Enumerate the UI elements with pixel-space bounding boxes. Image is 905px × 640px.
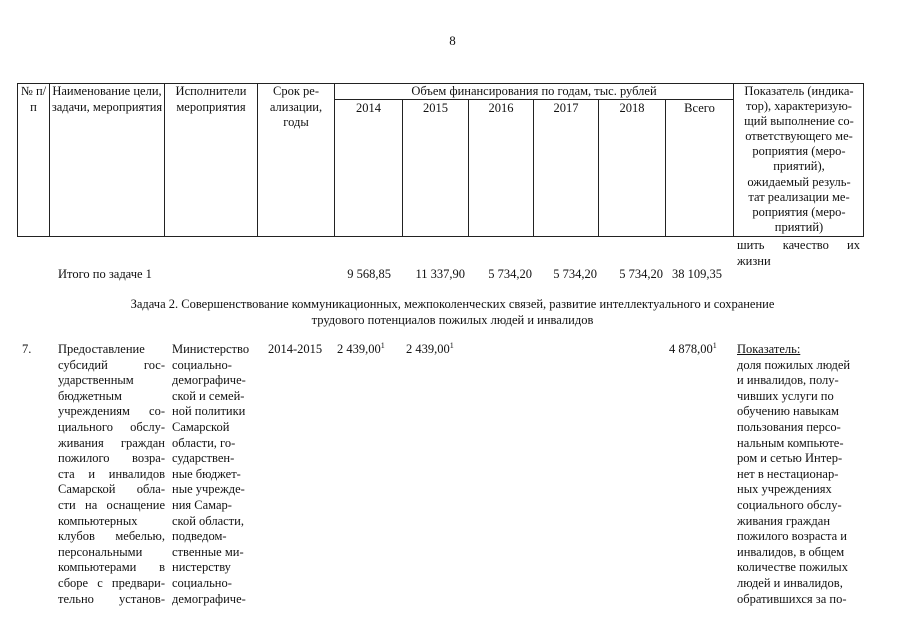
row7-executor-line: Самарской [172,419,230,434]
header-num: № п/п [20,84,47,114]
row7-executor-line: социально- [172,357,232,372]
col-divider [533,99,534,237]
row7-indicator-line: доля пожилых людей [737,357,851,372]
row7-name-line: пожилого возра- [58,451,165,466]
row7-executor-line: подведом- [172,529,227,544]
row7-indicator-line: обратившихся за по- [737,591,847,606]
total-label: Итого по задаче 1 [58,267,152,281]
row7-indicator-line: социального обслу- [737,497,842,512]
header-year-2014: 2014 [356,101,381,115]
row7-name-line: тельно установ- [58,591,165,606]
row7-indicator-line: пожилого возраста и [737,529,847,544]
row7-value-total-text: 4 878,00 [669,342,713,356]
row7-executor-line: ния Самар- [172,497,232,512]
row7-executor-line: области, го- [172,435,236,450]
row7-executor-line: ской и семей- [172,388,245,403]
task2-heading-line1: Задача 2. Совершенствование коммуникационных, межпоколенческих связей, развитие интеллектуального и сохранение [130,297,775,311]
total-2018: 5 734,20 [619,267,663,281]
row7-executor-line: Министерство [172,342,250,356]
row7-value-2015-text: 2 439,00 [406,342,450,356]
row7-name-line: сти на оснащение [58,497,165,512]
row7-executor-line: ственные ми- [172,544,244,559]
row7-indicator-line: количестве пожилых [737,560,848,575]
row7-executor-line: сударствен- [172,451,235,466]
table-border-bottom [17,236,864,237]
page-number: 8 [449,33,456,48]
task2-heading-line2: трудового потенциалов пожилых людей и инвалидов [311,313,594,327]
row7-executor-line: ской области, [172,513,244,528]
row7-value-2015 [406,342,454,358]
col-divider [257,83,258,237]
row7-name-line: ударственным [58,373,134,388]
row7-name-line: бюджетным [58,388,122,403]
row7-name-line: циального обслу- [58,419,165,434]
row7-indicator-line: ных учреждениях [737,482,832,497]
row7-name-line: учреждениям со- [58,404,165,419]
row7-indicator-line: нет в нестационар- [737,466,839,481]
table-border-right [863,83,864,237]
header-year-total: Всего [684,101,715,115]
row7-name-line: компьютерных [58,513,138,528]
row7-value-total [669,342,717,358]
row7-executor-line: социально- [172,575,232,590]
row7-indicator-line: обучению навыкам [737,404,839,419]
col-divider [164,83,165,237]
header-name: Наименование цели, задачи, мероприятия [51,84,163,114]
col-divider [733,83,734,237]
row7-indicator-line: пользования персо- [737,419,841,434]
table-header [17,83,864,236]
row7-indicator-line: живания граждан [737,513,831,528]
row7-executor-line: нистерству [172,560,231,575]
row7-name [58,342,165,607]
row7-name-line: Предоставление [58,342,145,356]
header-year-2015: 2015 [423,101,448,115]
total-2017: 5 734,20 [553,267,597,281]
overflow-text-line1: шить качество их [737,238,860,252]
footnote-mark: 1 [449,340,454,350]
row7-executor-line: ные учрежде- [172,482,245,497]
overflow-text-line2: жизни [737,254,771,268]
row7-value-2014-text: 2 439,00 [337,342,381,356]
header-year-2016: 2016 [488,101,514,115]
row7-name-line: персональными [58,544,143,559]
col-divider [598,99,599,237]
row7-indicator-line: нальным компьюте- [737,435,844,450]
header-funding-title: Объем финансирования по годам, тыс. рублей [411,84,657,98]
row7-indicator-line: чивших услуги по [737,388,834,403]
row7-executor-line: демографиче- [172,591,246,606]
footnote-mark: 1 [712,340,717,350]
header-indicator: Показатель (индика- тор), характеризую- щий выполнение со- ответствующего ме- роприятия (меро- приятий), ожидаемый резуль- тат реализации ме- роприятия (меро- приятий) [744,84,854,234]
row7-name-line: Самарской обла- [58,482,165,497]
total-2016: 5 734,20 [488,267,532,281]
row7-indicator-line: ром и сетью Интер- [737,451,843,466]
row7-name-line: субсидий гос- [58,357,165,372]
col-divider [665,99,666,237]
row7-name-line: сборе с предвари- [58,575,165,590]
col-divider [468,99,469,237]
col-divider [402,99,403,237]
header-year-2017: 2017 [553,101,579,115]
row7-num: 7. [22,342,32,356]
row7-indicator [737,342,863,607]
row7-name-line: ста и инвалидов [58,466,165,481]
header-executors: Исполнители мероприятия [175,84,247,114]
total-all: 38 109,35 [672,267,722,281]
total-2015: 11 337,90 [415,267,465,281]
row7-indicator-label: Показатель: [737,342,801,356]
row7-term: 2014-2015 [268,342,323,356]
row7-executor-line: ные бюджет- [172,466,241,481]
header-year-2018: 2018 [619,101,645,115]
row7-executor-line: демографиче- [172,373,246,388]
row7-value-2014 [337,342,385,358]
row7-name-line: компьютерами в [58,560,165,575]
row7-indicator-line: и инвалидов, полу- [737,373,839,388]
col-divider [49,83,50,237]
footnote-mark: 1 [380,340,385,350]
row7-indicator-line: инвалидов, в общем [737,544,845,559]
row7-executor-line: ной политики [172,404,246,419]
row7-name-line: клубов мебелью, [58,529,165,544]
row7-name-line: живания граждан [58,435,165,450]
header-term: Срок ре- ализации, годы [269,84,323,129]
row7-executors [172,342,257,607]
total-2014: 9 568,85 [347,267,391,281]
row7-indicator-line: людей и инвалидов, [737,575,843,590]
